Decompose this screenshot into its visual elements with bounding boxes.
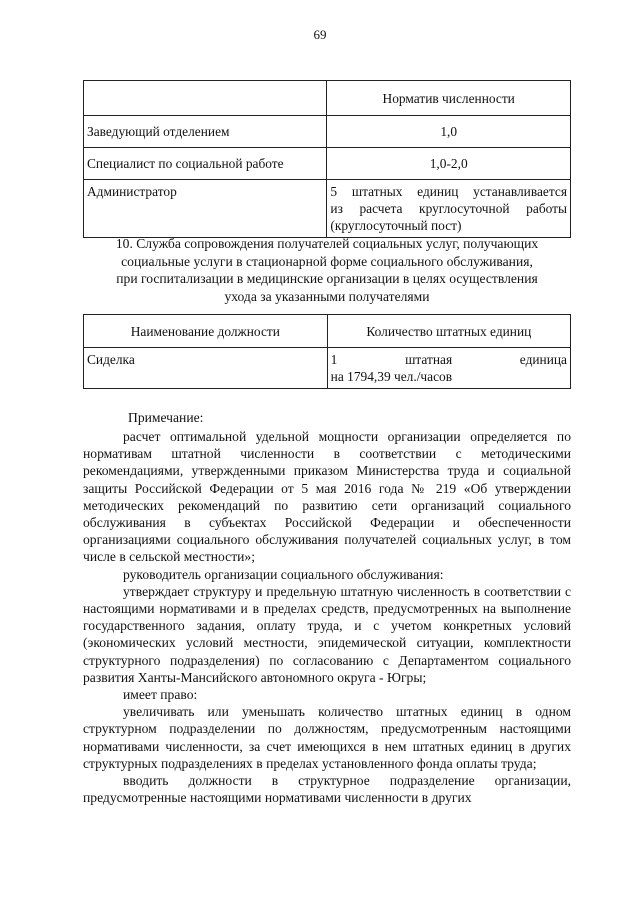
value-cell xyxy=(327,348,570,389)
value-line: 5 штатных единиц устанавливается xyxy=(330,184,567,199)
note-paragraph: увеличивать или уменьшать количество штатных единиц в одном структурном подразделении по должностям, предусмотренным настоящими нормативами численности, за счет имеющихся в нем штатных единиц в других структурных подразделениях в пределах установленного фонда оплаты труда; xyxy=(83,704,571,771)
caregiver-staff-table xyxy=(83,314,571,389)
position-cell: Сиделка xyxy=(84,348,328,389)
section-title xyxy=(83,235,571,305)
value-cell: 1,0-2,0 xyxy=(327,148,571,180)
table-header-count: Количество штатных единиц xyxy=(327,315,570,348)
position-cell: Заведующий отделением xyxy=(84,116,327,148)
note-title: Примечание: xyxy=(128,410,204,425)
table-header-norm: Норматив численности xyxy=(327,81,571,116)
note-paragraph: вводить должности в структурное подразделение организации, предусмотренные настоящими нормативами численности в других xyxy=(83,773,571,806)
value-cell xyxy=(327,180,571,238)
section-title-line: при госпитализации в медицинские организации в целях осуществления xyxy=(116,271,538,286)
position-cell: Специалист по социальной работе xyxy=(84,148,327,180)
section-title-line: социальные услуги в стационарной форме социального обслуживания, xyxy=(121,253,533,269)
value-line: на 1794,39 чел./часов xyxy=(330,369,453,384)
note-paragraph: расчет оптимальной удельной мощности организации определяется по нормативам штатной численности в соответствии с методическими рекомендациями, утвержденными приказом Министерства труда и социальной защиты Российской Федерации от 5 мая 2016 года № 219 «Об утверждении методических рекомендаций по развитию сети организаций социального обслуживания в субъектах Российской Федерации и обеспеченности организациями социального обслуживания получателей социальных услуг, в том числе в сельской местности»; xyxy=(83,429,571,565)
note-paragraph: имеет право: xyxy=(123,687,198,703)
note-body xyxy=(83,428,571,806)
section-title-line: ухода за указанными получателями xyxy=(224,288,430,304)
section-title-line: 10. Служба сопровождения получателей социальных услуг, получающих xyxy=(115,236,539,251)
table-header-row xyxy=(84,315,571,348)
table-row xyxy=(84,180,571,238)
table-row xyxy=(84,148,571,180)
table-header-empty-cell xyxy=(84,81,327,116)
value-cell: 1,0 xyxy=(327,116,571,148)
table-header-position: Наименование должности xyxy=(84,315,328,348)
staffing-norms-table xyxy=(83,80,571,238)
page-number: 69 xyxy=(313,27,327,42)
value-line: 1 штатная единица xyxy=(330,352,567,367)
note-paragraph: руководитель организации социального обслуживания: xyxy=(123,566,444,582)
note-paragraph: утверждает структуру и предельную штатную численность в соответствии с настоящими нормативами и в пределах средств, предусмотренных на выполнение государственного задания, оплату труда, и с учетом конкретных условий (экономических условий местности, эпидемической ситуации, комплектности структурного подразделения) по согласованию с Департаментом социального развития Ханты-Мансийского автономного округа - Югры; xyxy=(83,583,571,685)
value-line: из расчета круглосуточной работы xyxy=(330,201,567,216)
table-header-row xyxy=(84,81,571,116)
table-row xyxy=(84,348,571,389)
position-cell: Администратор xyxy=(84,180,327,238)
table-row xyxy=(84,116,571,148)
value-line: (круглосуточный пост) xyxy=(330,218,462,233)
